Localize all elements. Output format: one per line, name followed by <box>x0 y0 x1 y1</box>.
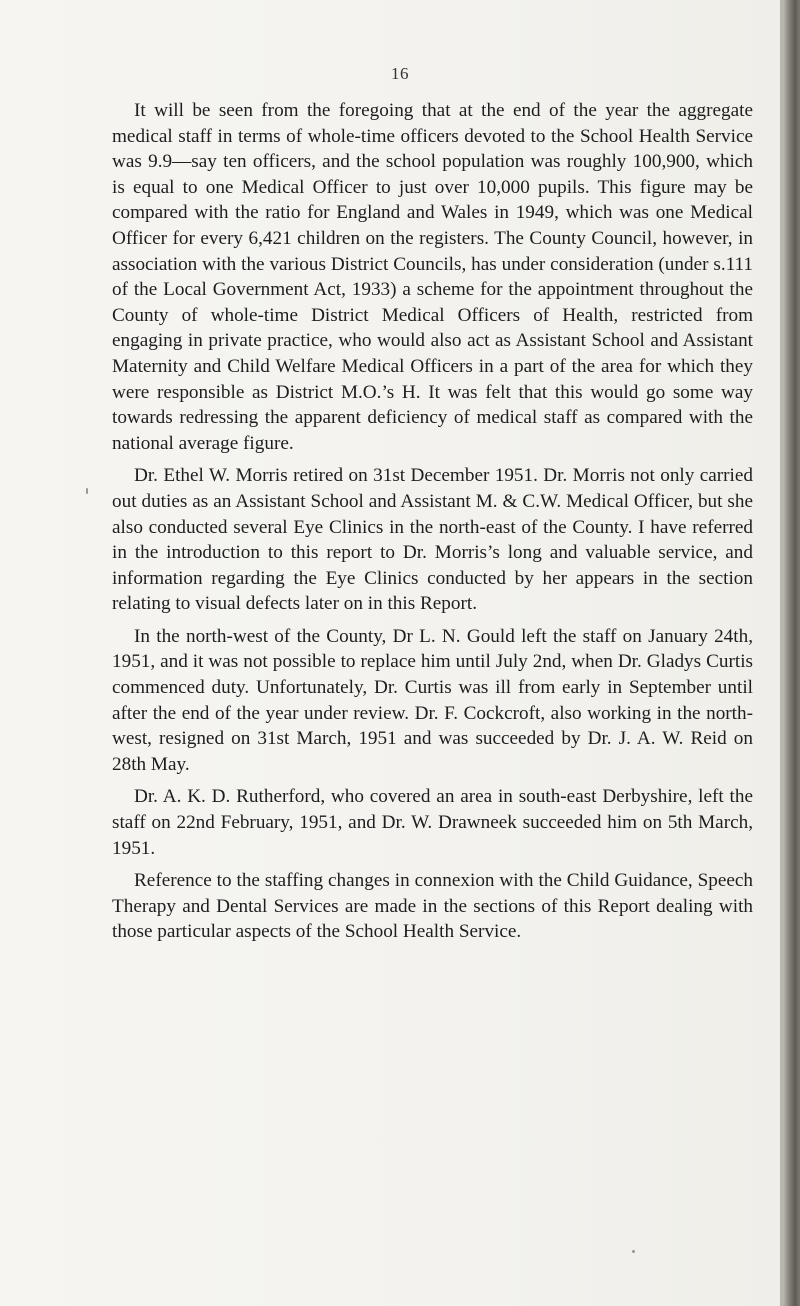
paragraph-staffing-references: Reference to the staffing changes in connexion with the Child Guidance, Speech Therapy and Dental Services are made in the sections of this Report dealing with those particular aspects of the School Health Service. <box>112 870 753 943</box>
paragraph-dr-morris: Dr. Ethel W. Morris retired on 31st December 1951. Dr. Morris not only carried out duties as an Assistant School and Assistant M. & C.W. Medical Officer, but she also conducted several Eye Clinics in the north-east of the County. I have referred in the introduction to this report to Dr. Morris’s long and valuable service, and information regarding the Eye Clinics conducted by her appears in the section relating to visual defects later on in this Report. <box>112 465 753 615</box>
page-binding-edge <box>780 0 800 1306</box>
page-number: 16 <box>391 64 409 83</box>
paragraph-staffing-ratio: It will be seen from the foregoing that at the end of the year the aggregate medical staff in terms of whole-time officers devoted to the School Health Service was 9.9—say ten officers, and the school population was roughly 100,900, which is equal to one Medical Officer to just over 10,000 pupils. This figure may be compared with the ratio for England and Wales in 1949, which was one Medical Officer for every 6,421 children on the registers. The County Council, however, in association with the various District Councils, has under consideration (under s.111 of the Local Government Act, 1933) a scheme for the appointment throughout the County of whole-time District Medical Officers of Health, restricted from engaging in private practice, who would also act as Assistant School and Assistant Maternity and Child Welfare Medical Officers in a part of the area for which they were responsible as District M.O.’s H. It was felt that this would go some way towards redressing the apparent deficiency of medical staff as compared with the national average figure. <box>112 100 753 454</box>
paragraph-north-west-staff: In the north-west of the County, Dr L. N. Gould left the staff on January 24th, 1951, and it was not possible to replace him until July 2nd, when Dr. Gladys Curtis commenced duty. Unfortunately, Dr. Curtis was ill from early in September until after the end of the year under review. Dr. F. Cockcroft, also working in the north-west, resigned on 31st March, 1951 and was succeeded by Dr. J. A. W. Reid on 28th May. <box>112 625 753 775</box>
paragraph-south-east-staff: Dr. A. K. D. Rutherford, who covered an area in south-east Derbyshire, left the staff on 22nd February, 1951, and Dr. W. Drawneek succeeded him on 5th March, 1951. <box>112 786 753 859</box>
paper-speck <box>86 488 88 494</box>
body-text <box>112 98 753 952</box>
paper-speck <box>632 1250 635 1253</box>
